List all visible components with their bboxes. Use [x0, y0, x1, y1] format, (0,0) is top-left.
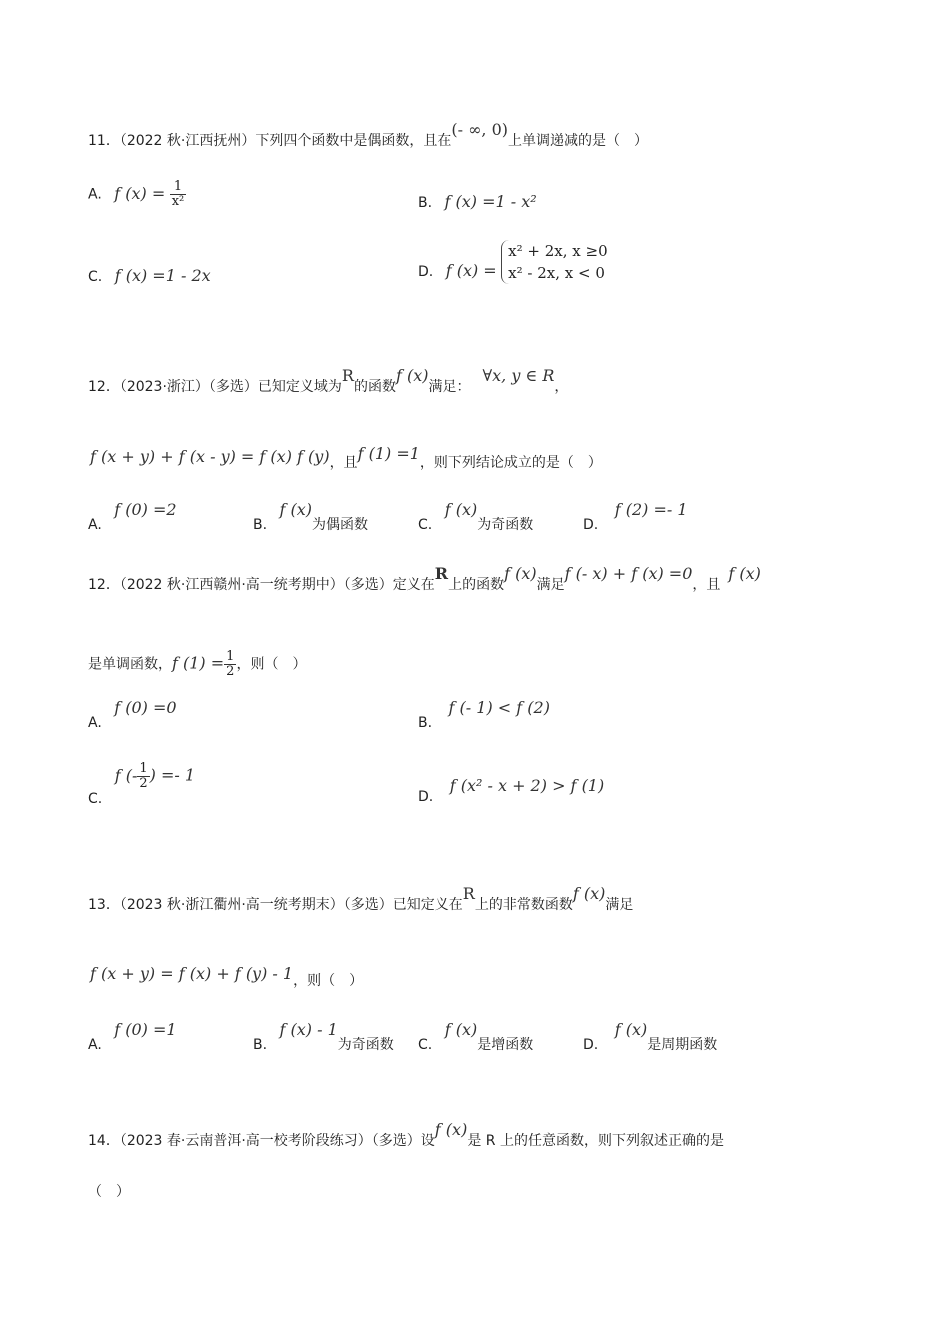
q11-option-d[interactable]: D. f (x) = x² + 2x, x ≥0 x² - 2x, x < 0	[418, 242, 608, 282]
q13-equation-line: f (x + y) = f (x) + f (y) - 1，则（ ）	[90, 964, 364, 989]
q11-option-d-piecewise: x² + 2x, x ≥0 x² - 2x, x < 0	[501, 240, 607, 284]
q13-option-c[interactable]: C. f (x)是增函数	[418, 1020, 534, 1053]
q12b-option-c-fraction: $\frac{1}{2}$	[139, 761, 148, 791]
q13-option-a[interactable]: A. f (0) =1	[88, 1020, 177, 1053]
q11-stem: 11．（2022 秋·江西抚州）下列四个函数中是偶函数，且在(- ∞, 0)上单调递减的是（ ）	[88, 120, 648, 149]
q14-stem: 14．（2023 春·云南普洱·高一校考阶段练习）（多选）设f (x)是 R 上的任意函数，则下列叙述正确的是	[88, 1120, 724, 1149]
q12b-half-fraction: $\frac{1}{2}$	[226, 649, 235, 679]
q12b-stem: 12．（2022 秋·江西赣州·高一统考期中）（多选）定义在R上的函数f (x)满足f (- x) + f (x) =0，且f (x)	[88, 564, 761, 593]
q12b-option-b[interactable]: B. f (- 1) < f (2)	[418, 698, 550, 731]
q12a-equation-line: f (x + y) + f (x - y) = f (x) f (y)，且f (1) =1，则下列结论成立的是（ ）	[90, 444, 602, 471]
q12a-stem: 12．（2023·浙江）（多选）已知定义域为R的函数f (x)满足：∀x, y ∈ R，	[88, 366, 569, 395]
q14-stem-line2: （ ）	[88, 1184, 130, 1200]
q13-stem: 13．（2023 秋·浙江衢州·高一统考期末）（多选）已知定义在R上的非常数函数f (x)满足	[88, 884, 634, 913]
q12a-option-c[interactable]: C. f (x)为奇函数	[418, 500, 534, 533]
q12a-option-a[interactable]: A. f (0) =2	[88, 500, 177, 533]
q12b-option-c[interactable]: C. f (- $\frac{1}{2}$ ) =- 1	[88, 761, 196, 807]
q12b-option-d[interactable]: D. f (x² - x + 2) > f (1)	[418, 776, 605, 805]
q12a-option-b[interactable]: B. f (x)为偶函数	[253, 500, 369, 533]
q11-interval: (- ∞, 0)	[451, 120, 508, 139]
q12b-stem-line2: 是单调函数，f (1) = $\frac{1}{2}$ ，则（ ）	[88, 649, 307, 679]
q11-option-b[interactable]: B. f (x) =1 - x²	[418, 192, 537, 211]
q12a-option-d[interactable]: D. f (2) =- 1	[583, 500, 688, 533]
q13-option-b[interactable]: B. f (x) - 1为奇函数	[253, 1020, 394, 1053]
q12b-option-a[interactable]: A. f (0) =0	[88, 698, 177, 731]
q11-option-c[interactable]: C. f (x) =1 - 2x	[88, 266, 211, 285]
q11-option-a-fraction: $\frac{1}{\text{x²}}$	[171, 179, 185, 209]
q11-option-a[interactable]: A. f (x) = $\frac{1}{\text{x²}}$	[88, 179, 185, 209]
q13-option-d[interactable]: D. f (x)是周期函数	[583, 1020, 718, 1053]
